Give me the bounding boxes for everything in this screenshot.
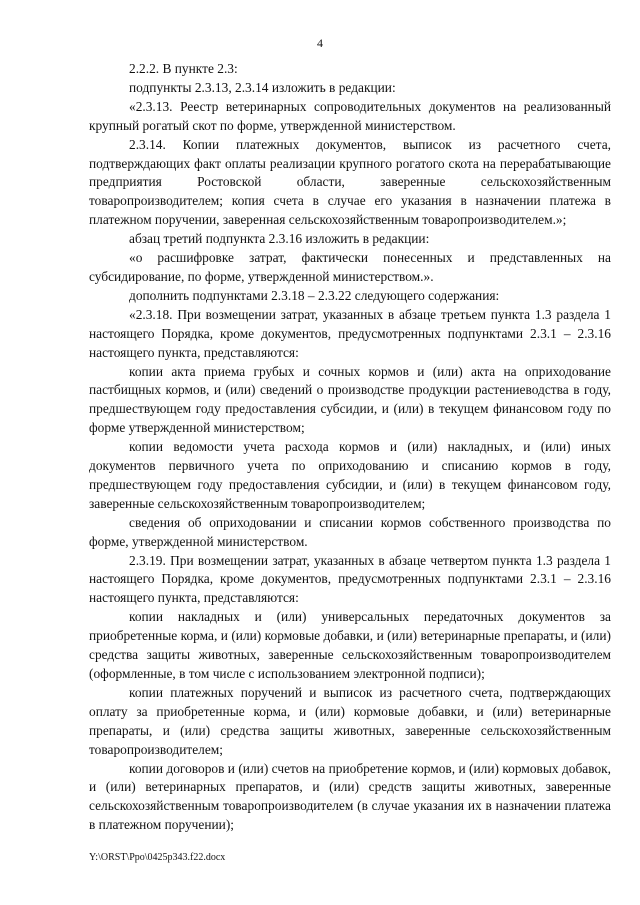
footer-file-path: Y:\ORST\Ppo\0425p343.f22.docx bbox=[89, 852, 226, 863]
paragraph: «2.3.13. Реестр ветеринарных сопроводительных документов на реализованный крупный рогатый скот по форме, утвержденной министерством. bbox=[89, 98, 611, 133]
paragraph: копии акта приема грубых и сочных кормов и (или) акта на оприходование пастбищных кормов, и (или) сведений о производстве продукции растениеводства в году, предшествующем году предоставления субсидии, и (или) в текущем финансовом году по форме утвержденной министерством; bbox=[89, 363, 611, 436]
paragraph: копии накладных и (или) универсальных передаточных документов за приобретенные корма, и (или) кормовые добавки, и (или) ветеринарные препараты, и (или) средства защиты животных, заверенные сельскохозяйственным товаропроизводителем (оформленные, в том числе с использованием электронной подписи); bbox=[89, 609, 611, 681]
paragraph: 2.3.14. Копии платежных документов, выписок из расчетного счета, подтверждающих факт оплаты реализации крупного рогатого скота на перерабатывающие предприятия Ростовской области, заверенные сельскохозяйственным товаропроизводителем; копия счета в случае его указания в назначении платежа в платежном поручении, заверенная сельскохозяйственным товаропроизводителем.»; bbox=[89, 136, 611, 228]
paragraph: «2.3.18. При возмещении затрат, указанных в абзаце третьем пункта 1.3 раздела 1 настоящего Порядка, кроме документов, предусмотренных подпунктами 2.3.1 – 2.3.16 настоящего пункта, представляются: bbox=[89, 306, 611, 360]
paragraph: «о расшифровке затрат, фактически понесенных и представленных на субсидирование, по форме, утвержденной министерством.». bbox=[89, 250, 611, 284]
paragraph: копии ведомости учета расхода кормов и (или) накладных, и (или) иных документов первичного учета по оприходованию и списанию кормов в году, предшествующем году предоставления субсидии, и (или) в текущем финансовом году, заверенные сельскохозяйственным товаропроизводителем; bbox=[89, 439, 611, 511]
paragraph: дополнить подпунктами 2.3.18 – 2.3.22 следующего содержания: bbox=[129, 287, 500, 303]
paragraph: подпункты 2.3.13, 2.3.14 изложить в редакции: bbox=[129, 79, 396, 95]
paragraph: копии договоров и (или) счетов на приобретение кормов, и (или) кормовых добавок, и (или) ветеринарных препаратов, и (или) средств защиты животных, заверенные сельскохозяйственным товаропроизводителем (в случае указания их в назначении платежа в платежном поручении); bbox=[89, 760, 611, 833]
page-number: 4 bbox=[317, 36, 323, 50]
paragraph: абзац третий подпункта 2.3.16 изложить в редакции: bbox=[129, 231, 430, 247]
paragraph: копии платежных поручений и выписок из расчетного счета, подтверждающих оплату за приобретенные корма, и (или) кормовые добавки, и (или) ветеринарные препараты, и (или) средства защиты животных, заверенные сельскохозяйственным товаропроизводителем; bbox=[89, 684, 611, 757]
paragraph: 2.3.19. При возмещении затрат, указанных в абзаце четвертом пункта 1.3 раздела 1 настоящего Порядка, кроме документов, предусмотренных подпунктами 2.3.1 – 2.3.16 настоящего пункта, представляются: bbox=[89, 552, 611, 606]
paragraph: сведения об оприходовании и списании кормов собственного производства по форме, утвержденной министерством. bbox=[89, 514, 611, 549]
paragraph: 2.2.2. В пункте 2.3: bbox=[129, 61, 238, 76]
document-body bbox=[89, 60, 611, 835]
